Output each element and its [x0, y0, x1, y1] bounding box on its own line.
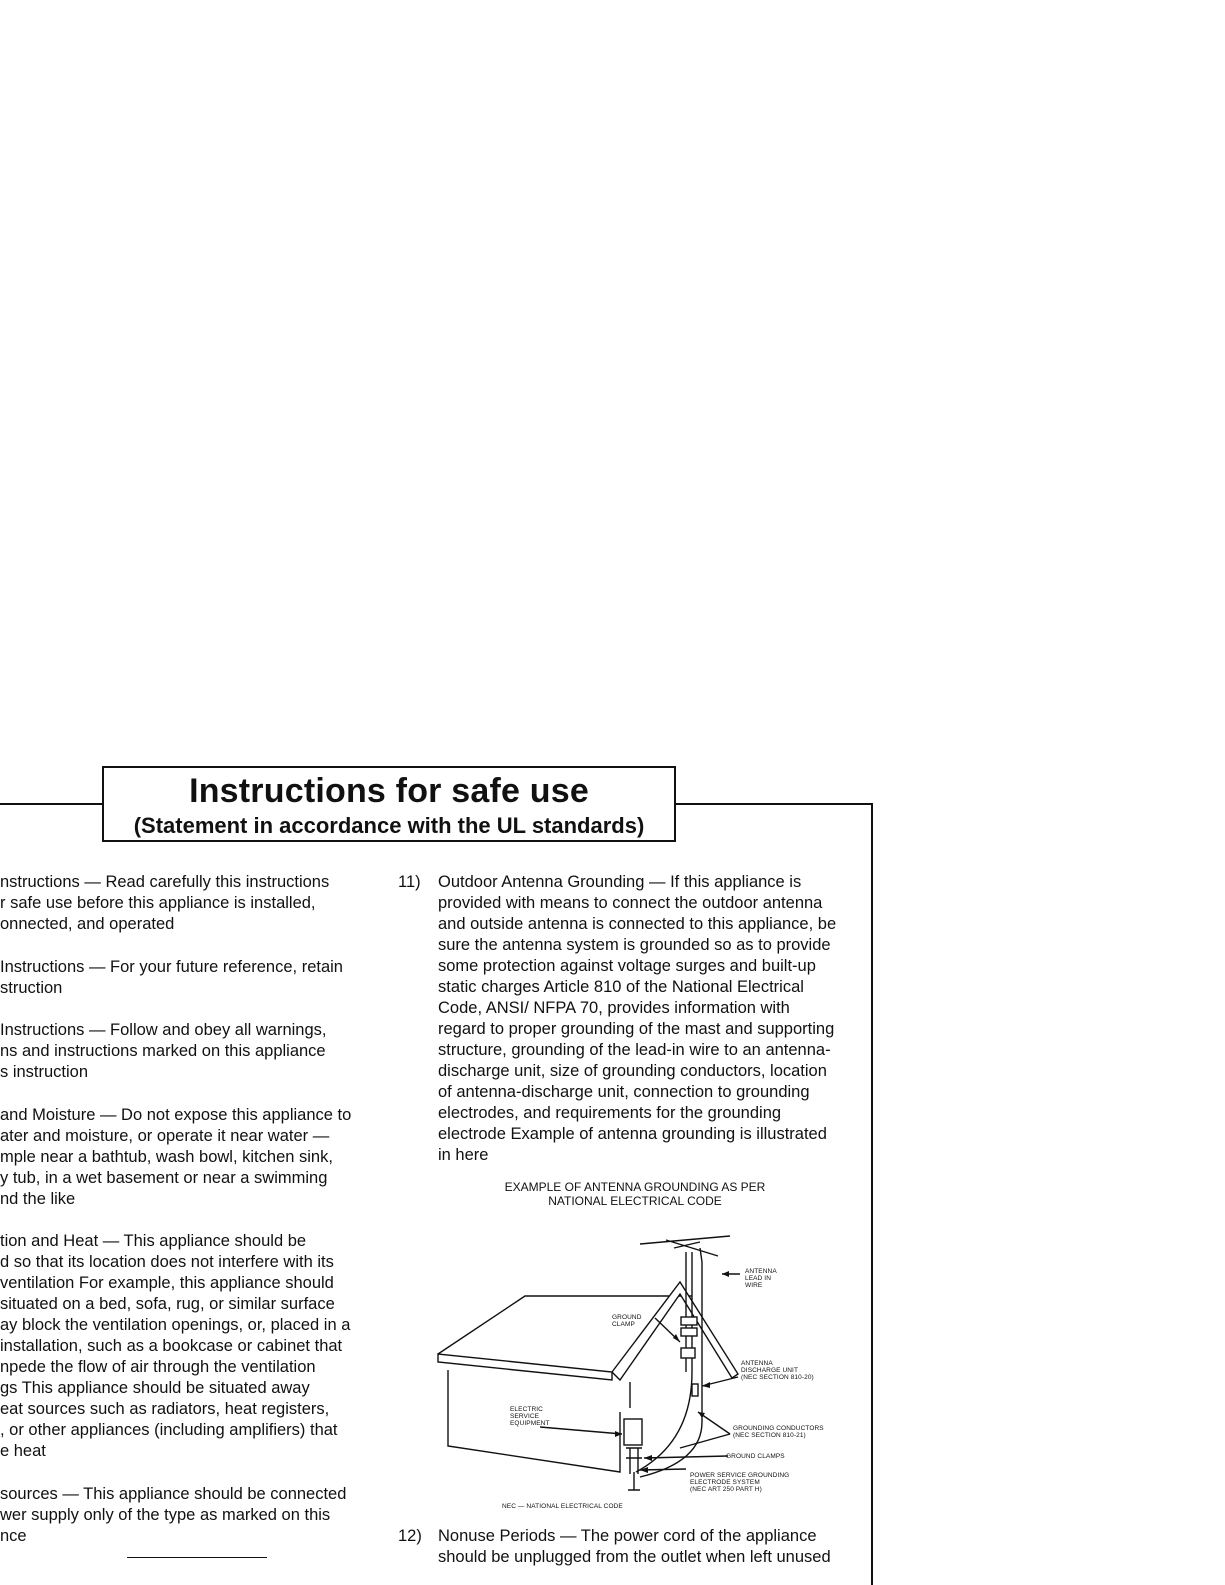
left-paragraph: tion and Heat — This appliance should be d so that its location does not interfere with its ventilation For example, this appliance should situated on a bed, sofa, rug, or similar surface ay block the ventilation openings, or, placed in a installation, such as a bookcase or cabinet that npede the flow of air through the ventilation gs This appliance should be situated away eat sources such as radiators, heat registers, , or other appliances (including amplifiers) that e heat — [0, 1232, 351, 1460]
discharge-unit — [692, 1384, 698, 1396]
item-text: Outdoor Antenna Grounding — If this appliance is provided with means to connect the outdoor antenna and outside antenna is connected to this appliance, be sure the antenna system is grounded so as to provide some protection against voltage surges and built-up static charges Article 810 of the National Electrical Code, ANSI/ NFPA 70, provides information with regard to proper grounding of the mast and supporting structure, grounding of the lead-in wire to an antenna- discharge unit, size of grounding conductors, location of antenna-discharge unit, connection to grounding electrodes, and requirements for the grounding electrode Example of antenna grounding is illustrated in here — [438, 873, 837, 1164]
bottom-short-rule — [127, 1557, 267, 1558]
label-discharge-unit: ANTENNA DISCHARGE UNIT (NEC SECTION 810-20) — [741, 1360, 814, 1381]
page-subtitle: (Statement in accordance with the UL standards) — [133, 813, 645, 838]
label-grounding-conductors: GROUNDING CONDUCTORS (NEC SECTION 810-21) — [733, 1425, 824, 1439]
page-title: Instructions for safe use — [189, 772, 589, 810]
frame-right-border — [871, 803, 873, 1585]
label-nec-note: NEC — NATIONAL ELECTRICAL CODE — [502, 1503, 623, 1510]
item-number: 11) — [398, 873, 421, 891]
title-box — [102, 766, 676, 842]
figure-caption: EXAMPLE OF ANTENNA GROUNDING AS PER NATIONAL ELECTRICAL CODE — [504, 1180, 766, 1208]
label-ground-clamp: GROUND CLAMP — [612, 1314, 642, 1328]
label-power-service: POWER SERVICE GROUNDING ELECTRODE SYSTEM (NEC ART 250 PART H) — [690, 1472, 790, 1493]
left-paragraph: Instructions — For your future reference, retain struction — [0, 958, 343, 997]
left-paragraph: Instructions — Follow and obey all warnings, ns and instructions marked on this appliance s instruction — [0, 1021, 327, 1081]
left-paragraph: sources — This appliance should be connected wer supply only of the type as marked on this nce — [0, 1485, 347, 1545]
header-rule-right — [675, 803, 873, 805]
item-text: Nonuse Periods — The power cord of the appliance should be unplugged from the outlet when left unused — [438, 1527, 831, 1566]
ground-electrode — [628, 1472, 640, 1490]
left-paragraph: and Moisture — Do not expose this appliance to ater and moisture, or operate it near water — mple near a bathtub, wash bowl, kitchen sink, y tub, in a wet basement or near a swimming nd the like — [0, 1106, 352, 1208]
label-ground-clamps: GROUND CLAMPS — [726, 1453, 785, 1460]
label-antenna-lead-in: ANTENNA LEAD IN WIRE — [745, 1268, 777, 1289]
left-paragraph: nstructions — Read carefully this instructions r safe use before this appliance is installed, onnected, and operated — [0, 873, 330, 933]
item-number: 12) — [398, 1527, 422, 1545]
header-rule-left — [0, 803, 104, 805]
electric-service-box — [624, 1419, 642, 1445]
ground-clamp — [681, 1317, 697, 1325]
label-electric-service: ELECTRIC SERVICE EQUIPMENT — [510, 1406, 550, 1427]
antenna-elements — [640, 1236, 730, 1256]
